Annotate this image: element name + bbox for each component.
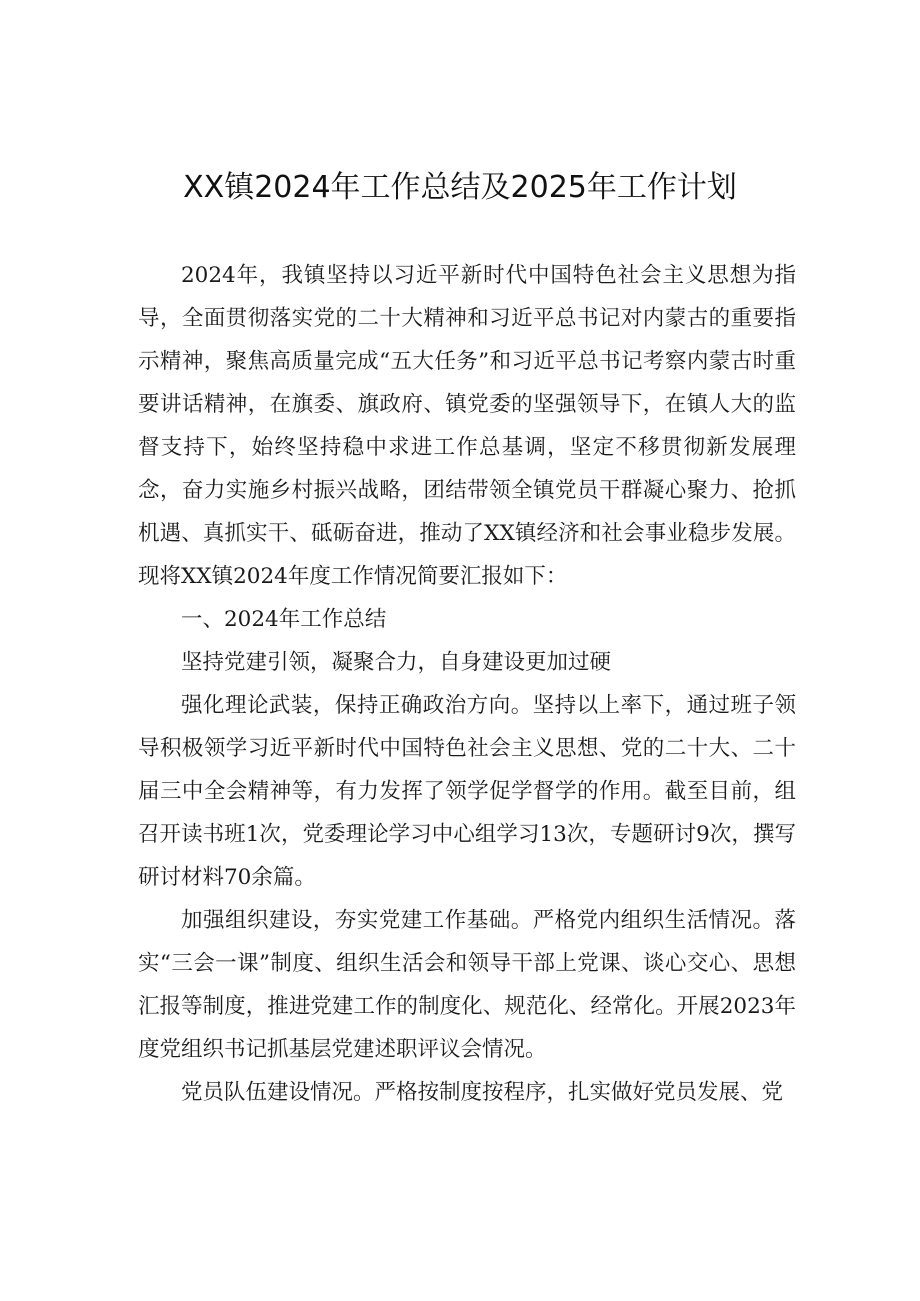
theory-paragraph: 强化理论武装，保持正确政治方向。坚持以上率下，通过班子领导积极领学习近平新时代中国特色社会主义思想、党的二十大、二十届三中全会精神等，有力发挥了领学促学督学的作用。截至目前，组召开读书班1次，党委理论学习中心组学习13次，专题研讨9次，撰写研讨材料70余篇。 — [138, 693, 796, 890]
party-member-paragraph: 党员队伍建设情况。严格按制度按程序，扎实做好党员发展、党 — [181, 1080, 784, 1105]
subsection-heading: 坚持党建引领，凝聚合力，自身建设更加过硬 — [181, 650, 612, 675]
section-heading: 一、2024年工作总结 — [181, 607, 387, 632]
intro-paragraph: 2024年，我镇坚持以习近平新时代中国特色社会主义思想为指导，全面贯彻落实党的二十大精神和习近平总书记对内蒙古的重要指示精神，聚焦高质量完成“五大任务”和习近平总书记考察内蒙古时重要讲话精神，在旗委、旗政府、镇党委的坚强领导下，在镇人大的监督支持下，始终坚持稳中求进工作总基调，坚定不移贯彻新发展理念，奋力实施乡村振兴战略，团结带领全镇党员干群凝心聚力、抢抓机遇、真抓实干、砥砺奋进，推动了XX镇经济和社会事业稳步发展。现将XX镇2024年度工作情况简要汇报如下： — [138, 263, 796, 589]
document-title: XX镇2024年工作总结及2025年工作计划 — [183, 170, 737, 205]
organization-paragraph: 加强组织建设，夯实党建工作基础。严格党内组织生活情况。落实“三会一课”制度、组织生活会和领导干部上党课、谈心交心、思想汇报等制度，推进党建工作的制度化、规范化、经常化。开展2023年度党组织书记抓基层党建述职评议会情况。 — [138, 908, 796, 1062]
document-body — [138, 254, 796, 1114]
